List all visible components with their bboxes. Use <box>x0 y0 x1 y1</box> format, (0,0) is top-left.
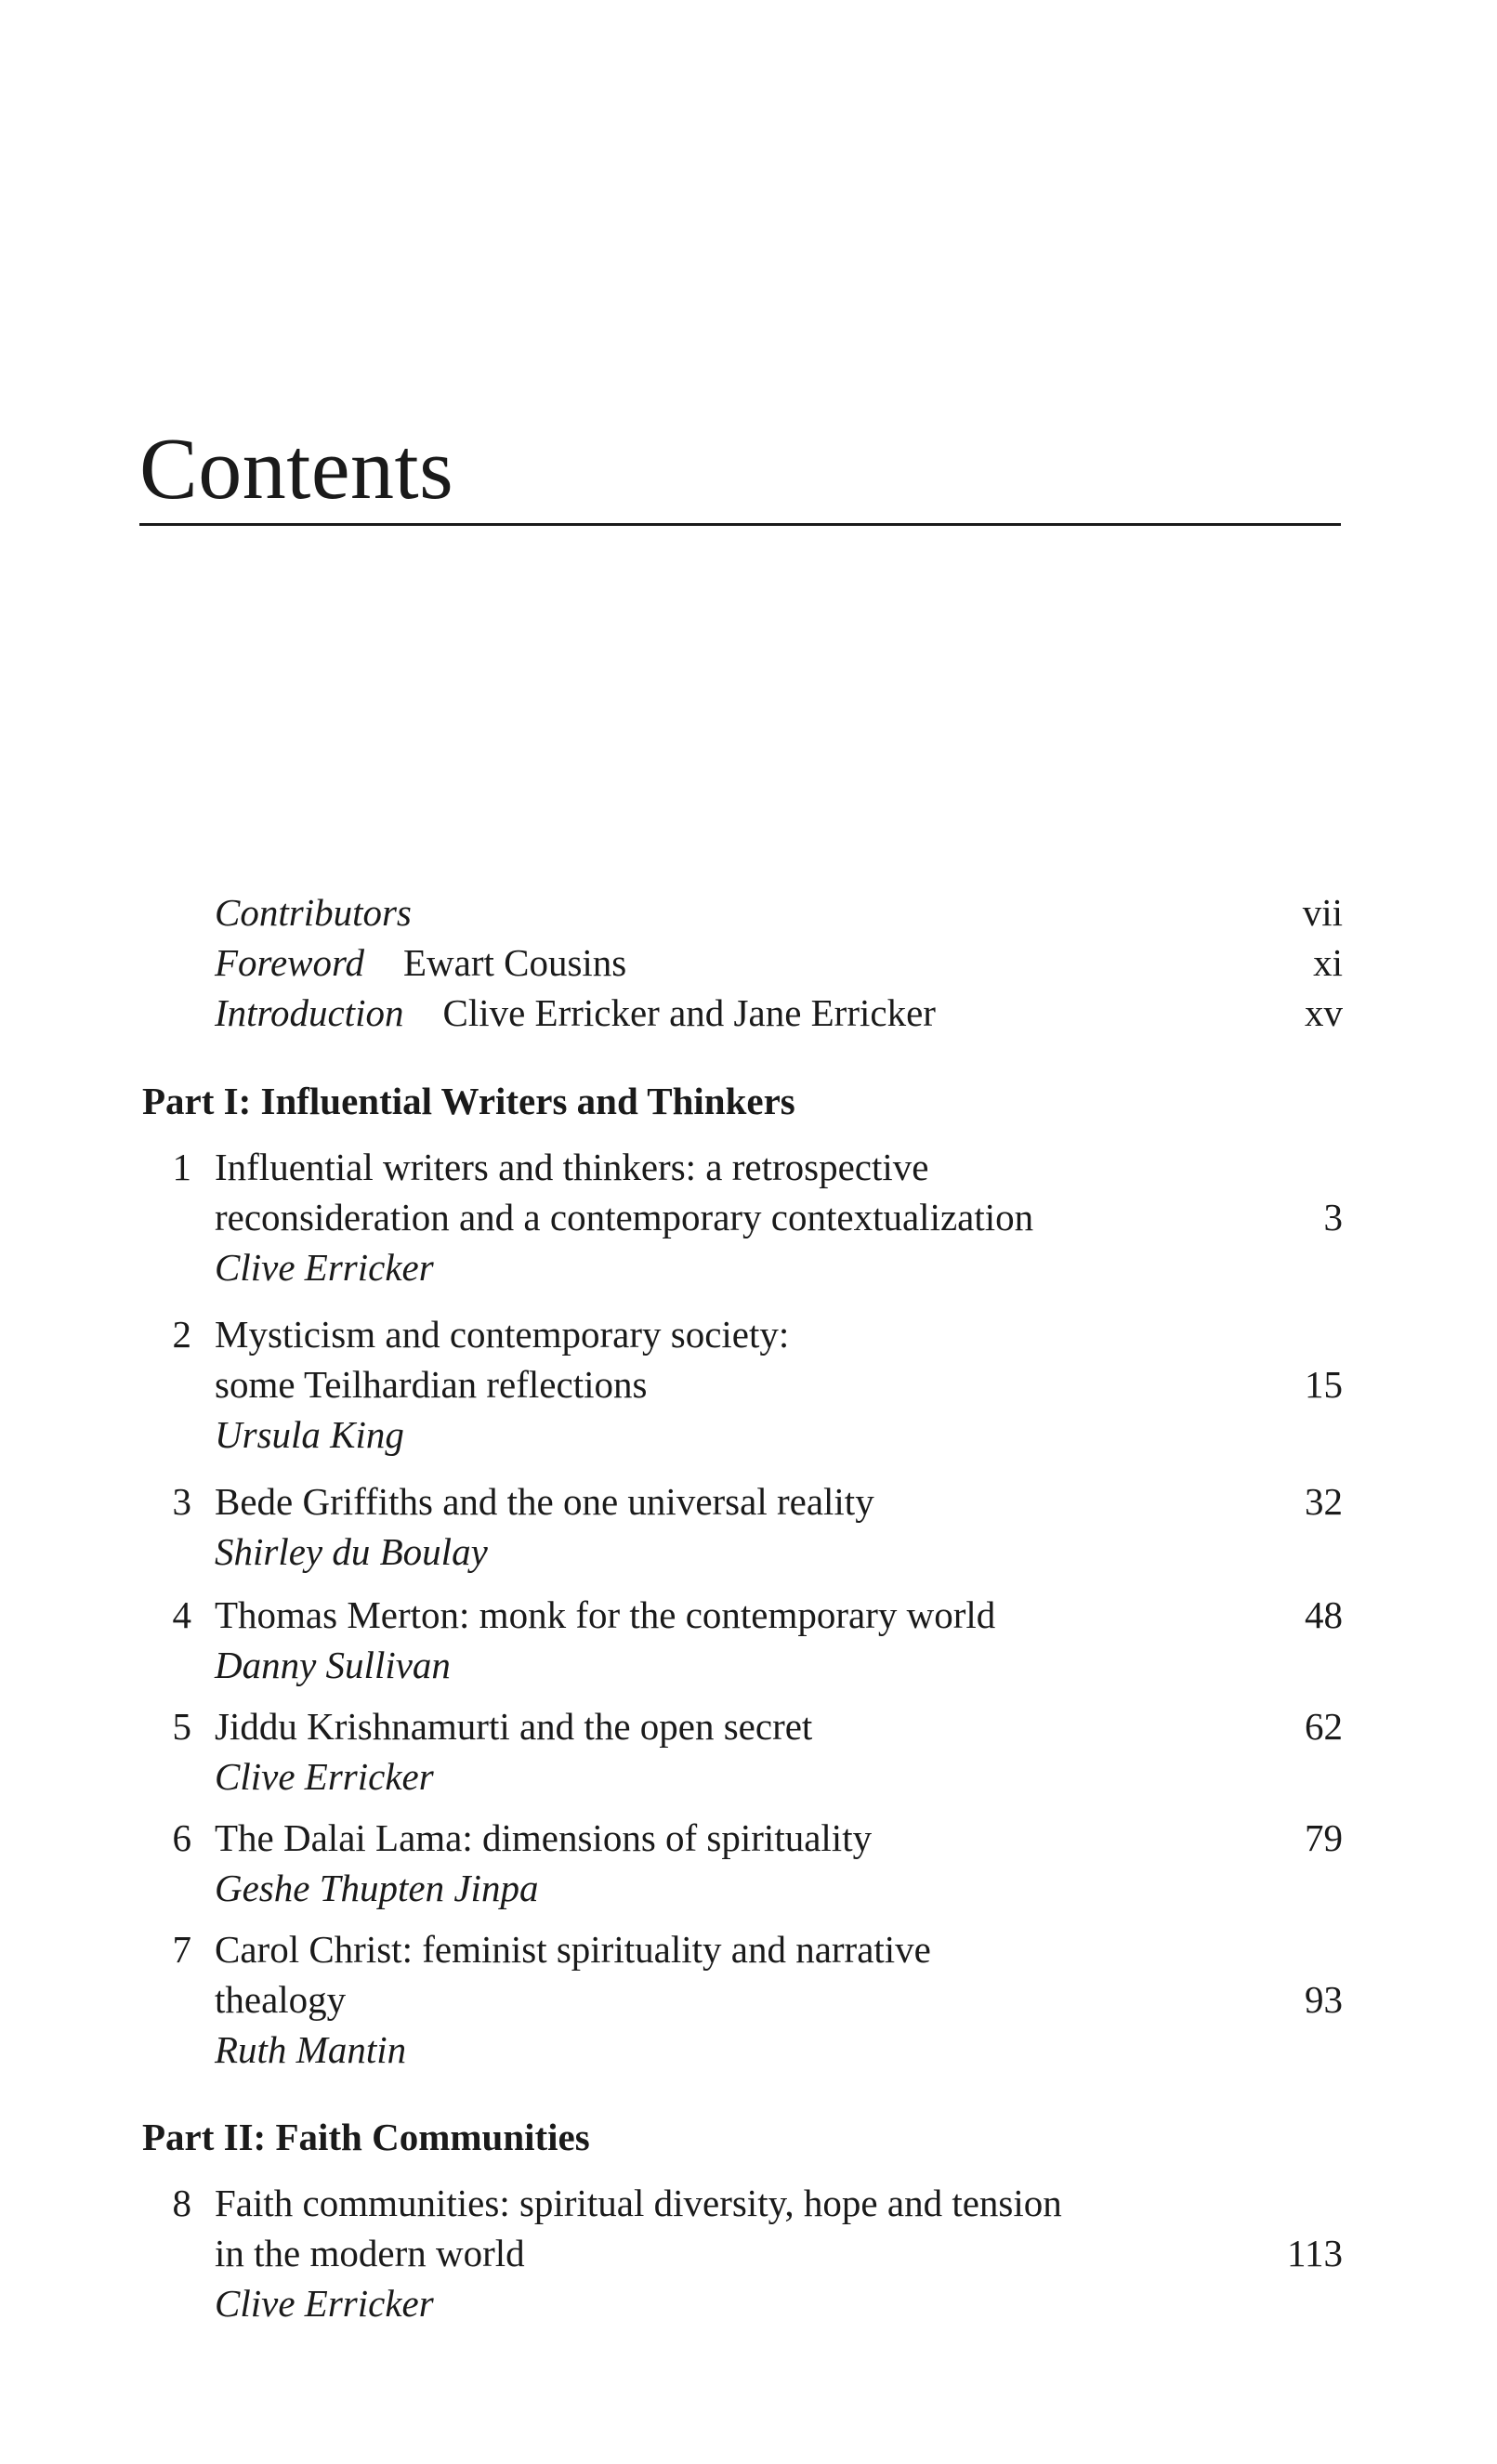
chapter-title-line: reconsideration and a contemporary contextualization <box>215 1196 1034 1239</box>
page-title: Contents <box>139 420 454 518</box>
page-number: 15 <box>1305 1363 1343 1406</box>
entry-author: Ewart Cousins <box>402 941 627 984</box>
chapter-number: 8 <box>172 2182 191 2224</box>
page-number: xv <box>1305 991 1343 1034</box>
chapter-title-line: Carol Christ: feminist spirituality and narrative <box>215 1928 931 1971</box>
chapter-number: 3 <box>172 1480 191 1523</box>
chapter-title-line: Mysticism and contemporary society: <box>215 1313 790 1356</box>
toc-entry-chapter-4[interactable] <box>0 1589 1497 1641</box>
chapter-author: Shirley du Boulay <box>215 1530 488 1573</box>
chapter-author-row <box>0 1526 1497 1578</box>
chapter-number: 2 <box>172 1313 191 1356</box>
chapter-number: 4 <box>172 1593 191 1636</box>
chapter-number: 7 <box>172 1928 191 1971</box>
chapter-number: 1 <box>172 1146 191 1188</box>
chapter-title-line: Thomas Merton: monk for the contemporary world <box>215 1593 996 1636</box>
chapter-number: 6 <box>172 1816 191 1859</box>
toc-entry-contributors[interactable] <box>0 886 1497 938</box>
toc-entry-chapter-8[interactable] <box>0 2177 1497 2229</box>
part-title: Part II: Faith Communities <box>142 2116 590 2158</box>
toc-entry-chapter-1-cont <box>0 1191 1497 1243</box>
chapter-title-line: thealogy <box>215 1978 347 2021</box>
chapter-title-line: some Teilhardian reflections <box>215 1363 648 1406</box>
part-heading <box>0 2111 1497 2163</box>
chapter-title-line: Jiddu Krishnamurti and the open secret <box>215 1705 813 1748</box>
toc-entry-chapter-6[interactable] <box>0 1812 1497 1864</box>
chapter-author-row <box>0 1639 1497 1691</box>
chapter-author: Ruth Mantin <box>215 2028 407 2071</box>
page-number: vii <box>1302 891 1343 934</box>
chapter-author: Clive Erricker <box>215 1246 434 1289</box>
toc-entry-chapter-2[interactable] <box>0 1308 1497 1360</box>
entry-author: Clive Erricker and Jane Erricker <box>442 991 936 1034</box>
title-rule <box>139 523 1341 526</box>
toc-entry-chapter-3[interactable] <box>0 1475 1497 1527</box>
toc-entry-chapter-1[interactable] <box>0 1141 1497 1193</box>
chapter-author: Clive Erricker <box>215 2282 434 2325</box>
chapter-author: Geshe Thupten Jinpa <box>215 1867 539 1909</box>
chapter-number: 5 <box>172 1705 191 1748</box>
page-number: 3 <box>1323 1196 1343 1239</box>
entry-label: Foreword <box>215 941 364 984</box>
toc-entry-chapter-8-cont <box>0 2227 1497 2279</box>
page-number: 32 <box>1305 1480 1343 1523</box>
chapter-title-line: in the modern world <box>215 2232 525 2274</box>
chapter-author-row <box>0 1862 1497 1914</box>
chapter-author-row <box>0 2024 1497 2076</box>
toc-entry-foreword[interactable] <box>0 937 1497 989</box>
entry-label: Introduction <box>215 991 404 1034</box>
chapter-title-line: Influential writers and thinkers: a retrospective <box>215 1146 929 1188</box>
chapter-title-line: Bede Griffiths and the one universal reality <box>215 1480 874 1523</box>
toc-entry-introduction[interactable] <box>0 987 1497 1039</box>
part-heading <box>0 1075 1497 1127</box>
page-number: 93 <box>1305 1978 1343 2021</box>
toc-entry-chapter-7[interactable] <box>0 1923 1497 1975</box>
part-title: Part I: Influential Writers and Thinkers <box>142 1080 795 1122</box>
page-number: xi <box>1313 941 1343 984</box>
toc-entry-chapter-7-cont <box>0 1973 1497 2025</box>
chapter-author-row <box>0 1241 1497 1293</box>
page-number: 79 <box>1305 1816 1343 1859</box>
toc-entry-chapter-2-cont <box>0 1358 1497 1410</box>
entry-label: Contributors <box>215 891 412 934</box>
chapter-author-row <box>0 2277 1497 2329</box>
chapter-title-line: The Dalai Lama: dimensions of spirituality <box>215 1816 873 1859</box>
page-number: 48 <box>1305 1593 1343 1636</box>
chapter-author: Ursula King <box>215 1413 404 1456</box>
chapter-title-line: Faith communities: spiritual diversity, hope and tension <box>215 2182 1062 2224</box>
chapter-author-row <box>0 1409 1497 1461</box>
toc-entry-chapter-5[interactable] <box>0 1700 1497 1752</box>
chapter-author: Clive Erricker <box>215 1755 434 1798</box>
page-number: 113 <box>1287 2232 1343 2274</box>
page-number: 62 <box>1305 1705 1343 1748</box>
chapter-author: Danny Sullivan <box>215 1644 451 1686</box>
chapter-author-row <box>0 1750 1497 1802</box>
